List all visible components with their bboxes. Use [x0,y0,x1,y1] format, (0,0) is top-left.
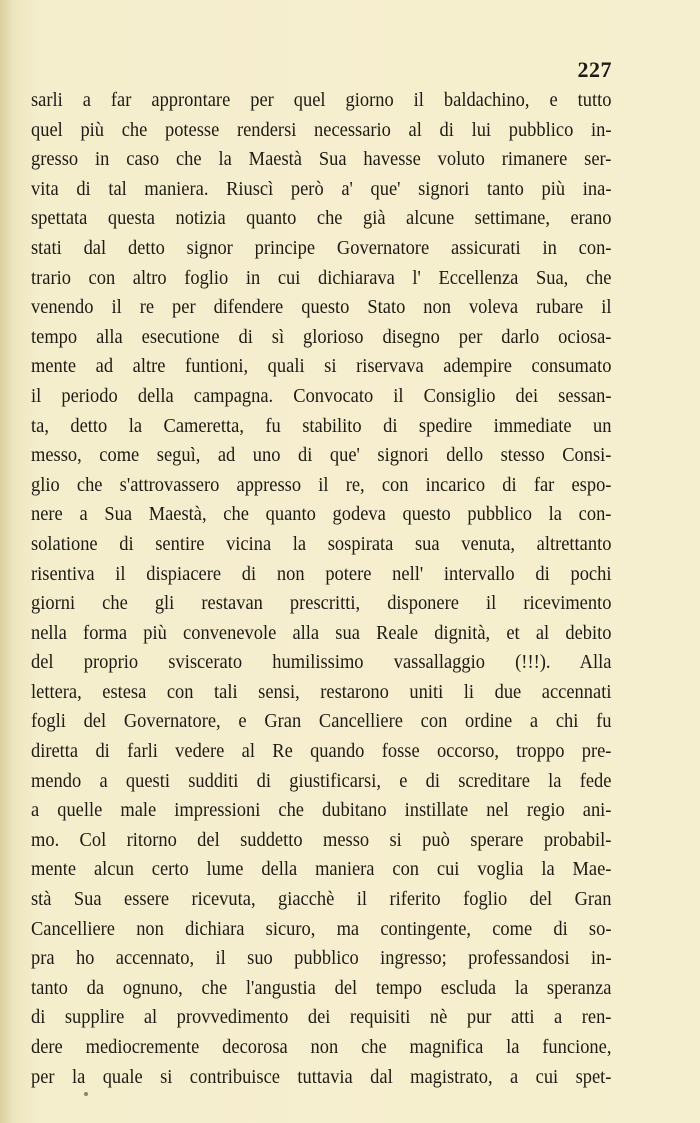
body-text [31,86,611,1092]
text-line: giorni che gli restavan prescritti, disponere il ricevimento [31,592,612,615]
text-line: stà Sua essere ricevuta, giacchè il riferito foglio del Gran [31,888,612,911]
text-line: Cancelliere non dichiara sicuro, ma contingente, come di so- [31,917,612,940]
text-line: dere mediocremente decorosa non che magnifica la funcione, [31,1036,612,1058]
text-line: del proprio sviscerato humilissimo vassallaggio (!!!). Alla [31,651,612,674]
text-line: per la quale si contribuisce tuttavia dal magistrato, a cui spet- [31,1065,612,1088]
text-line: gresso in caso che la Maestà Sua havesse voluto rimanere ser- [31,148,612,171]
text-line: a quelle male impressioni che dubitano instillate nel regio ani- [31,799,612,822]
text-line: mo. Col ritorno del suddetto messo si può sperare probabil- [31,828,612,851]
text-line: tanto da ognuno, che l'angustia del tempo escluda la speranza [31,976,612,999]
text-line: messo, come seguì, ad uno di que' signori dello stesso Consi- [31,444,612,467]
paper-speck [84,1092,88,1096]
text-line: mendo a questi sudditi di giustificarsi, e di screditare la fede [31,769,612,792]
text-line: quel più che potesse rendersi necessario al di lui pubblico in- [31,118,612,141]
text-line: tempo alla esecutione di sì glorioso disegno per darlo ociosa- [31,325,612,348]
text-line: ta, detto la Cameretta, fu stabilito di spedire immediate un [31,414,612,437]
text-line: sarli a far approntare per quel giorno il baldachino, e tutto [31,89,612,111]
text-line: di supplire al provvedimento dei requisiti nè pur atti a ren- [31,1006,612,1029]
text-line: vita di tal maniera. Riuscì però a' que' signori tanto più ina- [31,177,612,200]
text-line: venendo il re per difendere questo Stato non voleva rubare il [31,296,612,319]
text-line: solatione di sentire vicina la sospirata sua venuta, altrettanto [31,532,612,555]
text-line: nella forma più convenevole alla sua Reale dignità, et al debito [31,621,612,644]
text-line: stati dal detto signor principe Governatore assicurati in con- [31,236,612,259]
text-line: risentiva il dispiacere di non potere nell' intervallo di pochi [31,562,612,585]
text-line: lettera, estesa con tali sensi, restarono uniti li due accennati [31,680,612,703]
text-line: il periodo della campagna. Convocato il Consiglio dei sessan- [31,384,612,407]
text-line: nere a Sua Maestà, che quanto godeva questo pubblico la con- [31,503,612,526]
text-line: pra ho accennato, il suo pubblico ingresso; professandosi in- [31,947,612,970]
text-line: diretta di farli vedere al Re quando fosse occorso, troppo pre- [31,740,612,763]
text-line: mente ad altre funtioni, quali si riservava adempire consumato [31,355,612,378]
text-line: mente alcun certo lume della maniera con cui voglia la Mae- [31,858,612,881]
text-line: fogli del Governatore, e Gran Cancelliere con ordine a chi fu [31,710,612,733]
page-number: 227 [577,57,612,82]
text-line: spettata questa notizia quanto che già alcune settimane, erano [31,207,612,230]
text-line: trario con altro foglio in cui dichiarava l' Eccellenza Sua, che [31,266,612,289]
text-line: glio che s'attrovassero appresso il re, con incarico di far espo- [31,473,612,496]
